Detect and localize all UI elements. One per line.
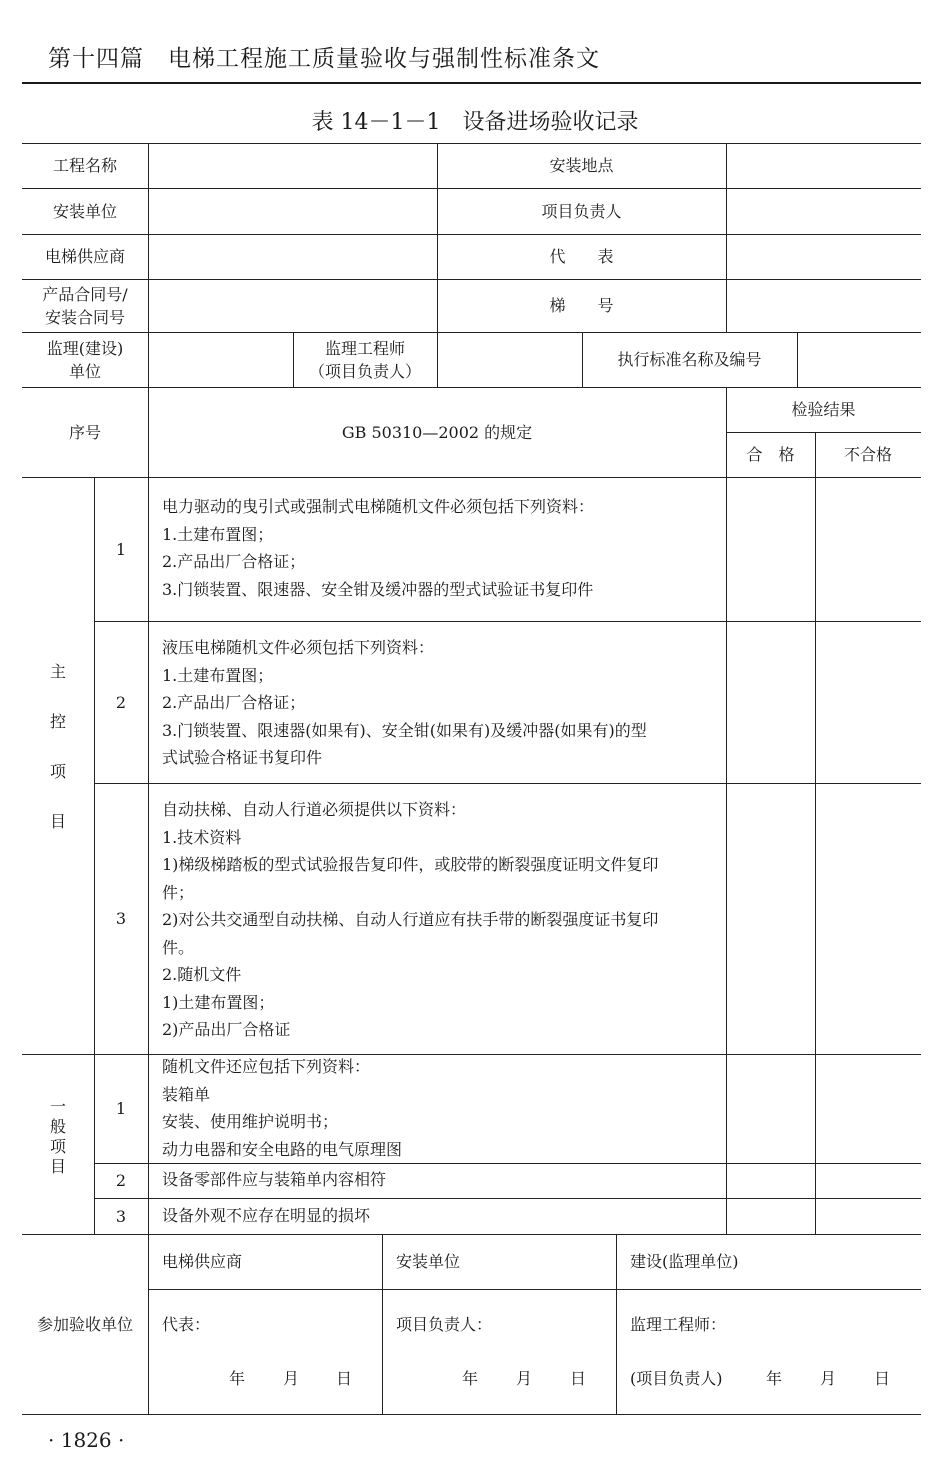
column-divider	[148, 1234, 149, 1414]
text-line: 1.土建布置图；	[162, 524, 274, 544]
supervision-engineer-label-line: 监理工程师	[324, 338, 405, 358]
standard-label: 执行标准名称及编号	[617, 350, 762, 369]
contract-number-label-line: 安装合同号	[44, 307, 125, 327]
column-divider	[726, 387, 727, 1234]
date-month: 月	[820, 1369, 837, 1388]
category-char: 般	[49, 1117, 66, 1136]
column-divider	[382, 1234, 383, 1414]
row-divider	[94, 1163, 921, 1164]
text-line: 2.随机文件	[162, 965, 242, 984]
signoff-owner: 建设(监理单位)	[630, 1252, 739, 1271]
column-divider	[815, 432, 816, 1234]
text-line: 1)梯级梯踏板的型式试验报告复印件，或胶带的断裂强度证明文件复印	[162, 855, 659, 874]
regulation-text: 设备零部件应与装箱单内容相符	[162, 1170, 387, 1189]
category-char: 目	[49, 812, 66, 831]
date-year: 年	[229, 1369, 246, 1388]
text-line: 动力电器和安全电路的电气原理图	[162, 1139, 403, 1159]
project-manager-label: 项目负责人	[541, 201, 622, 221]
install-unit-label: 安装单位	[52, 201, 117, 221]
supervision-unit-label	[22, 332, 148, 387]
supervision-unit-label-line: 监理(建设)	[46, 338, 124, 358]
category-char: 目	[49, 1157, 66, 1176]
date-day: 日	[570, 1369, 587, 1388]
result-header: 检验结果	[791, 400, 856, 419]
category-char: 主	[49, 662, 66, 681]
text-line: 液压电梯随机文件必须包括下列资料：	[162, 638, 435, 657]
signoff-project-manager: 项目负责人：	[396, 1315, 493, 1334]
row-divider	[22, 477, 921, 478]
supervision-engineer-label-line: （项目负责人）	[308, 361, 421, 381]
signoff-supplier: 电梯供应商	[162, 1252, 243, 1271]
category-char: 项	[49, 1137, 66, 1156]
text-line: 随机文件还应包括下列资料：	[162, 1057, 371, 1076]
category-char: 项	[49, 762, 66, 781]
row-number: 3	[115, 1206, 127, 1226]
signoff-install-unit: 安装单位	[396, 1252, 461, 1271]
row-divider	[94, 1198, 921, 1199]
elevator-number-label: 梯 号	[549, 296, 614, 315]
page-number: · 1826 ·	[48, 1428, 125, 1452]
signoff-project-manager-paren: (项目负责人)	[630, 1369, 723, 1388]
regulation-text	[162, 796, 722, 1044]
regulation-text	[162, 1053, 722, 1163]
contract-number-label	[22, 279, 148, 332]
main-items-category	[22, 660, 94, 833]
sequence-header: 序号	[68, 422, 101, 442]
table-bottom-border	[22, 1414, 921, 1415]
regulation-header: GB 50310—2002 的规定	[341, 422, 533, 442]
text-line: 式试验合格证书复印件	[162, 748, 323, 767]
date-day: 日	[874, 1369, 891, 1388]
category-char: 一	[49, 1097, 66, 1116]
text-line: 1.技术资料	[162, 827, 242, 847]
representative-label: 代 表	[549, 247, 614, 266]
column-divider	[797, 332, 798, 387]
regulation-text: 设备外观不应存在明显的损坏	[162, 1206, 371, 1225]
signoff-supervision-engineer: 监理工程师：	[630, 1315, 727, 1334]
fail-header: 不合格	[843, 445, 892, 464]
text-line: 2.产品出厂合格证；	[162, 693, 306, 712]
text-line: 件；	[162, 882, 195, 902]
regulation-text	[162, 493, 722, 603]
running-head: 第十四篇 电梯工程施工质量验收与强制性标准条文	[48, 46, 600, 72]
signoff-representative: 代表：	[162, 1315, 211, 1334]
supervision-unit-label-line: 单位	[68, 361, 101, 381]
row-number: 1	[115, 539, 127, 559]
column-divider	[726, 143, 727, 332]
project-name-label: 工程名称	[52, 156, 117, 175]
supplier-label: 电梯供应商	[44, 247, 125, 266]
text-line: 3.门锁装置、限速器、安全钳及缓冲器的型式试验证书复印件	[162, 579, 594, 599]
category-char: 控	[49, 712, 66, 731]
regulation-text	[162, 634, 722, 772]
row-number: 2	[115, 1171, 127, 1190]
row-number: 1	[115, 1099, 127, 1118]
contract-number-label-line: 产品合同号/	[42, 284, 128, 304]
text-line: 1)土建布置图；	[162, 992, 275, 1012]
supervision-engineer-label	[293, 332, 437, 387]
column-divider	[148, 477, 149, 1234]
table-title: 表 14－1－1 设备进场验收记录	[311, 110, 639, 135]
date-year: 年	[462, 1369, 479, 1388]
header-rule	[22, 82, 921, 84]
text-line: 1.土建布置图；	[162, 665, 274, 685]
date-month: 月	[283, 1369, 300, 1388]
install-location-label: 安装地点	[549, 156, 614, 175]
pass-header: 合 格	[746, 445, 795, 464]
general-items-category	[22, 1097, 94, 1177]
date-year: 年	[766, 1369, 783, 1388]
row-divider	[94, 783, 921, 784]
text-line: 安装、使用维护说明书；	[162, 1112, 339, 1131]
signoff-label: 参加验收单位	[36, 1314, 133, 1334]
row-divider	[94, 621, 921, 622]
column-divider	[616, 1234, 617, 1414]
date-day: 日	[336, 1369, 353, 1388]
row-number: 3	[115, 909, 127, 928]
text-line: 装箱单	[162, 1084, 211, 1104]
text-line: 2.产品出厂合格证；	[162, 552, 306, 571]
text-line: 2)对公共交通型自动扶梯、自动人行道应有扶手带的断裂强度证书复印	[162, 910, 659, 929]
row-number: 2	[115, 692, 127, 712]
text-line: 3.门锁装置、限速器(如果有)、安全钳(如果有)及缓冲器(如果有)的型	[162, 720, 647, 740]
row-divider	[149, 1289, 921, 1290]
text-line: 件。	[162, 937, 195, 957]
date-month: 月	[516, 1369, 533, 1388]
row-divider	[22, 1234, 921, 1235]
text-line: 电力驱动的曳引式或强制式电梯随机文件必须包括下列资料：	[162, 497, 595, 516]
text-line: 自动扶梯、自动人行道必须提供以下资料：	[162, 800, 467, 819]
text-line: 2)产品出厂合格证	[162, 1020, 291, 1039]
